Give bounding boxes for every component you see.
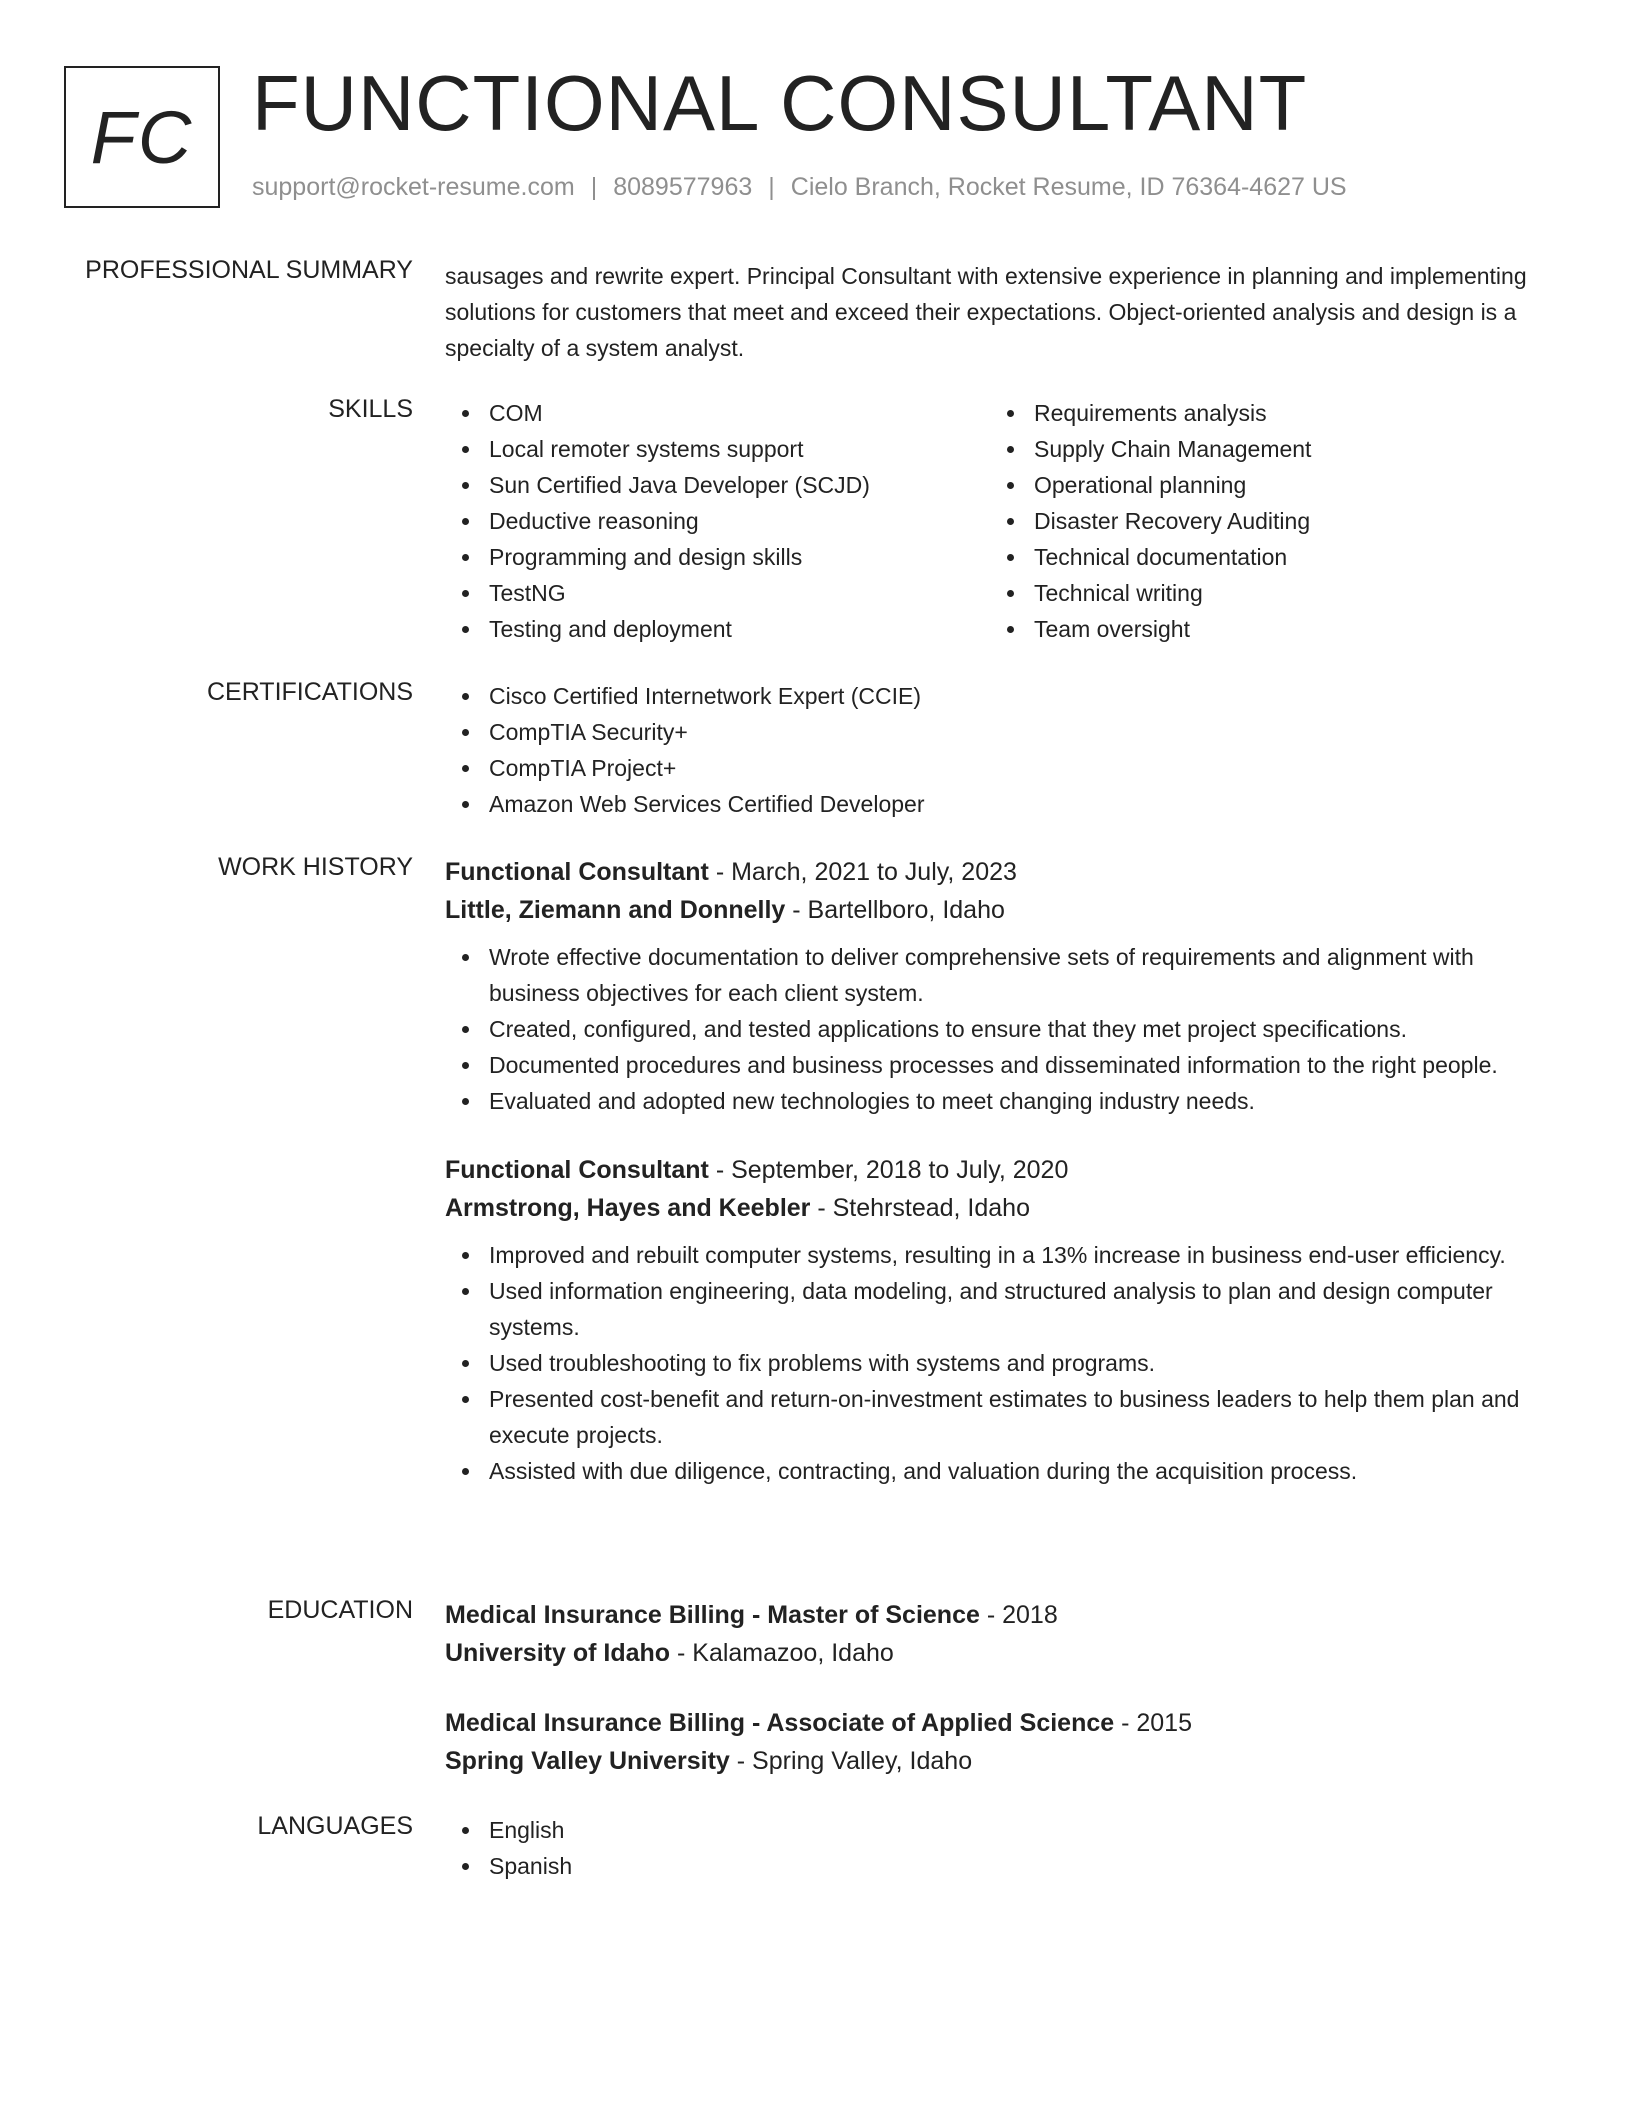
school-line	[445, 1742, 1560, 1780]
degree: Medical Insurance Billing - Associate of Applied Science	[445, 1709, 1115, 1737]
job-bullet: Used troubleshooting to fix problems with systems and programs.	[445, 1345, 1560, 1381]
education-body	[445, 1596, 1560, 1780]
degree-year: - 2015	[1114, 1709, 1192, 1737]
job-bullet: Presented cost-benefit and return-on-investment estimates to business leaders to help them plan and execute projects.	[445, 1381, 1560, 1453]
languages-list	[445, 1812, 1560, 1884]
section-label: CERTIFICATIONS	[206, 678, 413, 706]
contact-line	[252, 173, 1347, 202]
skill-item: Requirements analysis	[990, 395, 1535, 431]
job-dates: - March, 2021 to July, 2023	[708, 858, 1017, 886]
job-title: Functional Consultant	[445, 1156, 709, 1184]
job-bullet: Wrote effective documentation to deliver comprehensive sets of requirements and alignment with business objectives for each client system.	[445, 939, 1560, 1011]
school-location: - Spring Valley, Idaho	[729, 1747, 973, 1775]
skill-item: Team oversight	[990, 611, 1535, 647]
skill-item: Technical writing	[990, 575, 1535, 611]
education-entry	[445, 1596, 1560, 1672]
section-label: EDUCATION	[267, 1596, 413, 1624]
job-bullet: Assisted with due diligence, contracting, and valuation during the acquisition process.	[445, 1453, 1560, 1489]
certification-item: CompTIA Project+	[445, 750, 1560, 786]
skills-list-left	[445, 395, 990, 647]
section-label: WORK HISTORY	[218, 853, 413, 881]
degree-line	[445, 1596, 1560, 1634]
skill-item: Supply Chain Management	[990, 431, 1535, 467]
degree-line	[445, 1704, 1560, 1742]
section-label: SKILLS	[328, 395, 413, 423]
email-link[interactable]: support@rocket-resume.com	[252, 173, 575, 201]
monogram-logo: FC	[64, 66, 220, 208]
section-label: LANGUAGES	[257, 1812, 413, 1840]
job-bullet: Improved and rebuilt computer systems, resulting in a 13% increase in business end-user efficiency.	[445, 1237, 1560, 1273]
skill-item: Deductive reasoning	[445, 503, 990, 539]
job-company-line	[445, 1189, 1560, 1227]
job-title-line	[445, 853, 1560, 891]
job-entry	[445, 1151, 1560, 1489]
job-entry	[445, 853, 1560, 1119]
school-location: - Kalamazoo, Idaho	[670, 1639, 894, 1667]
skill-item: Testing and deployment	[445, 611, 990, 647]
degree-year: - 2018	[979, 1601, 1058, 1629]
address: Cielo Branch, Rocket Resume, ID 76364-4627 US	[790, 173, 1347, 201]
skill-item: Disaster Recovery Auditing	[990, 503, 1535, 539]
skill-item: COM	[445, 395, 990, 431]
candidate-name: FUNCTIONAL CONSULTANT	[252, 59, 1308, 147]
skills-list-right	[990, 395, 1535, 647]
job-bullet: Used information engineering, data modeling, and structured analysis to plan and design computer systems.	[445, 1273, 1560, 1345]
job-company: Armstrong, Hayes and Keebler	[445, 1194, 811, 1222]
phone-number: 8089577963	[613, 173, 753, 201]
certifications-body	[445, 678, 1560, 822]
degree: Medical Insurance Billing - Master of Science	[445, 1601, 980, 1629]
language-item: Spanish	[445, 1848, 1560, 1884]
job-bullets	[445, 939, 1560, 1119]
contact-separator: |	[768, 173, 775, 201]
skill-item: Programming and design skills	[445, 539, 990, 575]
job-bullet: Evaluated and adopted new technologies to meet changing industry needs.	[445, 1083, 1560, 1119]
job-bullets	[445, 1237, 1560, 1489]
job-title: Functional Consultant	[445, 858, 709, 886]
languages-body	[445, 1812, 1560, 1884]
skill-item: Operational planning	[990, 467, 1535, 503]
job-location: - Stehrstead, Idaho	[810, 1194, 1030, 1222]
job-bullet: Documented procedures and business processes and disseminated information to the right people.	[445, 1047, 1560, 1083]
language-item: English	[445, 1812, 1560, 1848]
school: University of Idaho	[445, 1639, 671, 1667]
certifications-list	[445, 678, 1560, 822]
job-company: Little, Ziemann and Donnelly	[445, 896, 786, 924]
work-history-body	[445, 853, 1560, 1489]
school: Spring Valley University	[445, 1747, 730, 1775]
skill-item: Local remoter systems support	[445, 431, 990, 467]
job-dates: - September, 2018 to July, 2020	[708, 1156, 1069, 1184]
certification-item: Cisco Certified Internetwork Expert (CCIE)	[445, 678, 1560, 714]
job-title-line	[445, 1151, 1560, 1189]
summary-text: sausages and rewrite expert. Principal Consultant with extensive experience in planning and implementing solutions for customers that meet and exceed their expectations. Object-oriented analysis and design is a specialty of a system analyst.	[445, 263, 1527, 361]
job-bullet: Created, configured, and tested applications to ensure that they met project specifications.	[445, 1011, 1560, 1047]
school-line	[445, 1634, 1560, 1672]
skill-item: TestNG	[445, 575, 990, 611]
certification-item: CompTIA Security+	[445, 714, 1560, 750]
contact-separator: |	[590, 173, 598, 201]
education-entry	[445, 1704, 1560, 1780]
certification-item: Amazon Web Services Certified Developer	[445, 786, 1560, 822]
section-label: PROFESSIONAL SUMMARY	[85, 256, 413, 284]
skill-item: Technical documentation	[990, 539, 1535, 575]
skill-item: Sun Certified Java Developer (SCJD)	[445, 467, 990, 503]
job-location: - Bartellboro, Idaho	[785, 896, 1005, 924]
job-company-line	[445, 891, 1560, 929]
skills-columns	[445, 395, 1560, 647]
